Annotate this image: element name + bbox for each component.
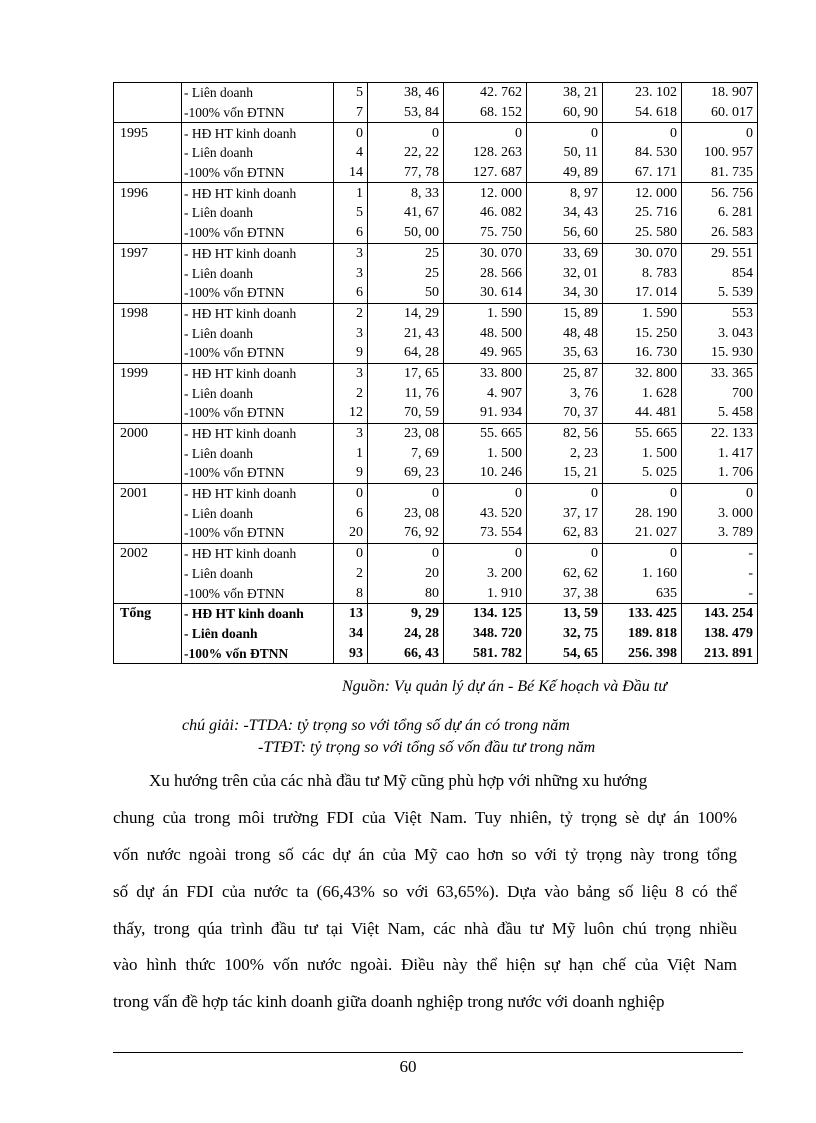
footer-rule <box>113 1052 743 1053</box>
value-cell: 553 <box>682 303 758 323</box>
value-cell: 80 <box>368 583 444 603</box>
investment-form-cell: -100% vốn ĐTNN <box>182 583 334 603</box>
value-cell: 2 <box>334 303 368 323</box>
value-cell: 77, 78 <box>368 163 444 183</box>
investment-form-cell: - HĐ HT kinh doanh <box>182 363 334 383</box>
value-cell: 91. 934 <box>444 403 527 423</box>
year-cell: 2001 <box>114 483 182 503</box>
table-row <box>114 243 758 263</box>
table-row <box>114 583 758 603</box>
year-cell <box>114 443 182 463</box>
value-cell: - <box>682 583 758 603</box>
value-cell: 0 <box>527 543 603 563</box>
value-cell: 28. 190 <box>603 503 682 523</box>
value-cell: 22, 22 <box>368 143 444 163</box>
investment-form-cell: - Liên doanh <box>182 323 334 343</box>
value-cell: 25. 716 <box>603 203 682 223</box>
value-cell: 3 <box>334 243 368 263</box>
paragraph-line: trong vấn đề hợp tác kinh doanh giữa doanh nghiệp trong nước với doanh nghiệp <box>113 992 665 1011</box>
table-row <box>114 463 758 483</box>
investment-form-cell: - Liên doanh <box>182 83 334 103</box>
table-row <box>114 423 758 443</box>
value-cell: 0 <box>368 123 444 143</box>
value-cell: 15. 250 <box>603 323 682 343</box>
value-cell: 33. 800 <box>444 363 527 383</box>
value-cell: 5. 539 <box>682 283 758 303</box>
value-cell: 23, 08 <box>368 423 444 443</box>
value-cell: 25. 580 <box>603 223 682 243</box>
year-cell: 2002 <box>114 543 182 563</box>
value-cell: 1. 500 <box>444 443 527 463</box>
investment-form-cell: - HĐ HT kinh doanh <box>182 603 334 623</box>
value-cell: 60. 017 <box>682 103 758 123</box>
value-cell: 3. 789 <box>682 523 758 543</box>
value-cell: 38, 46 <box>368 83 444 103</box>
value-cell: 0 <box>334 123 368 143</box>
value-cell: 5. 458 <box>682 403 758 423</box>
value-cell: 55. 665 <box>603 423 682 443</box>
value-cell: 0 <box>682 123 758 143</box>
legend-note-ttdt: -TTĐT: tỷ trọng so với tổng số vốn đầu tư trong năm <box>258 739 596 756</box>
value-cell: 28. 566 <box>444 263 527 283</box>
value-cell: 0 <box>603 123 682 143</box>
value-cell: 15, 89 <box>527 303 603 323</box>
value-cell: 0 <box>444 543 527 563</box>
value-cell: 33, 69 <box>527 243 603 263</box>
year-cell: 1999 <box>114 363 182 383</box>
value-cell: 0 <box>603 483 682 503</box>
value-cell: 6. 281 <box>682 203 758 223</box>
value-cell: 7 <box>334 103 368 123</box>
investment-form-cell: -100% vốn ĐTNN <box>182 283 334 303</box>
table-row <box>114 283 758 303</box>
value-cell: 635 <box>603 583 682 603</box>
value-cell: 0 <box>368 483 444 503</box>
year-cell <box>114 583 182 603</box>
value-cell: 56. 756 <box>682 183 758 203</box>
investment-form-cell: - HĐ HT kinh doanh <box>182 303 334 323</box>
value-cell: 49. 965 <box>444 343 527 363</box>
value-cell: 62, 83 <box>527 523 603 543</box>
value-cell: 15. 930 <box>682 343 758 363</box>
table-row <box>114 123 758 143</box>
table-row <box>114 603 758 623</box>
year-cell: 1998 <box>114 303 182 323</box>
value-cell: 73. 554 <box>444 523 527 543</box>
year-cell <box>114 143 182 163</box>
table-row <box>114 203 758 223</box>
legend-note-ttda: chú giải: -TTDA: tỷ trọng so với tổng số dự án có trong năm <box>182 717 570 734</box>
value-cell: 7, 69 <box>368 443 444 463</box>
value-cell: 0 <box>444 483 527 503</box>
year-cell <box>114 223 182 243</box>
value-cell: 0 <box>334 483 368 503</box>
value-cell: 12 <box>334 403 368 423</box>
value-cell: 143. 254 <box>682 603 758 623</box>
value-cell: 30. 070 <box>444 243 527 263</box>
table-row <box>114 263 758 283</box>
value-cell: 700 <box>682 383 758 403</box>
value-cell: 14 <box>334 163 368 183</box>
table-row <box>114 543 758 563</box>
value-cell: 76, 92 <box>368 523 444 543</box>
value-cell: 3 <box>334 323 368 343</box>
value-cell: 8. 783 <box>603 263 682 283</box>
value-cell: 213. 891 <box>682 643 758 663</box>
value-cell: 56, 60 <box>527 223 603 243</box>
value-cell: 6 <box>334 503 368 523</box>
value-cell: 1. 706 <box>682 463 758 483</box>
value-cell: 68. 152 <box>444 103 527 123</box>
value-cell: 0 <box>603 543 682 563</box>
value-cell: 55. 665 <box>444 423 527 443</box>
value-cell: 50, 11 <box>527 143 603 163</box>
value-cell: 93 <box>334 643 368 663</box>
value-cell: 256. 398 <box>603 643 682 663</box>
value-cell: 46. 082 <box>444 203 527 223</box>
value-cell: 81. 735 <box>682 163 758 183</box>
investment-form-cell: - Liên doanh <box>182 143 334 163</box>
year-cell <box>114 323 182 343</box>
value-cell: 4 <box>334 143 368 163</box>
investment-form-cell: - HĐ HT kinh doanh <box>182 543 334 563</box>
year-cell <box>114 103 182 123</box>
value-cell: 0 <box>368 543 444 563</box>
value-cell: 3. 000 <box>682 503 758 523</box>
year-cell <box>114 383 182 403</box>
value-cell: 13 <box>334 603 368 623</box>
value-cell: 24, 28 <box>368 624 444 644</box>
year-cell: Tổng <box>114 603 182 623</box>
value-cell: 4. 907 <box>444 383 527 403</box>
value-cell: 0 <box>527 123 603 143</box>
investment-form-cell: - Liên doanh <box>182 263 334 283</box>
value-cell: 581. 782 <box>444 643 527 663</box>
investment-form-cell: - Liên doanh <box>182 203 334 223</box>
value-cell: 25, 87 <box>527 363 603 383</box>
value-cell: 29. 551 <box>682 243 758 263</box>
value-cell: 50 <box>368 283 444 303</box>
year-cell <box>114 283 182 303</box>
investment-form-cell: - HĐ HT kinh doanh <box>182 423 334 443</box>
value-cell: 1. 910 <box>444 583 527 603</box>
value-cell: 38, 21 <box>527 83 603 103</box>
page-number: 60 <box>399 1057 417 1076</box>
value-cell: 5. 025 <box>603 463 682 483</box>
table-row <box>114 143 758 163</box>
table-source: Nguồn: Vụ quản lý dự án - Bé Kế hoạch và Đầu tư <box>342 678 667 695</box>
paragraph-line: Xu hướng trên của các nhà đầu tư Mỹ cũng phù hợp với những xu hướng <box>149 771 648 790</box>
value-cell: 82, 56 <box>527 423 603 443</box>
value-cell: 64, 28 <box>368 343 444 363</box>
value-cell: 60, 90 <box>527 103 603 123</box>
investment-form-cell: -100% vốn ĐTNN <box>182 643 334 663</box>
value-cell: 35, 63 <box>527 343 603 363</box>
value-cell: 134. 125 <box>444 603 527 623</box>
value-cell: 25 <box>368 243 444 263</box>
value-cell: 84. 530 <box>603 143 682 163</box>
paragraph-line: thấy, trong qúa trình đầu tư tại Việt Nam, các nhà đầu tư Mỹ luôn chú trọng nhiều <box>113 919 737 938</box>
value-cell: 2 <box>334 383 368 403</box>
value-cell: 30. 070 <box>603 243 682 263</box>
value-cell: 34 <box>334 624 368 644</box>
investment-form-cell: -100% vốn ĐTNN <box>182 403 334 423</box>
year-cell <box>114 624 182 644</box>
value-cell: 1. 628 <box>603 383 682 403</box>
table-row <box>114 83 758 103</box>
value-cell: 6 <box>334 223 368 243</box>
table-row <box>114 303 758 323</box>
value-cell: 6 <box>334 283 368 303</box>
value-cell: 42. 762 <box>444 83 527 103</box>
table-row <box>114 383 758 403</box>
value-cell: 17, 65 <box>368 363 444 383</box>
value-cell: 54. 618 <box>603 103 682 123</box>
year-cell <box>114 463 182 483</box>
value-cell: 43. 520 <box>444 503 527 523</box>
value-cell: 33. 365 <box>682 363 758 383</box>
value-cell: 17. 014 <box>603 283 682 303</box>
value-cell: 1 <box>334 443 368 463</box>
value-cell: 1. 417 <box>682 443 758 463</box>
value-cell: 70, 59 <box>368 403 444 423</box>
year-cell <box>114 343 182 363</box>
value-cell: 50, 00 <box>368 223 444 243</box>
table-row <box>114 643 758 663</box>
value-cell: 1. 590 <box>444 303 527 323</box>
table-row <box>114 323 758 343</box>
year-cell <box>114 203 182 223</box>
value-cell: 18. 907 <box>682 83 758 103</box>
investment-form-cell: - Liên doanh <box>182 503 334 523</box>
value-cell: 1. 500 <box>603 443 682 463</box>
value-cell: 9 <box>334 343 368 363</box>
paragraph-line: chung của trong môi trường FDI của Việt Nam. Tuy nhiên, tỷ trọng sè dự án 100% <box>113 808 737 827</box>
value-cell: 37, 38 <box>527 583 603 603</box>
value-cell: - <box>682 543 758 563</box>
value-cell: 26. 583 <box>682 223 758 243</box>
value-cell: 3 <box>334 363 368 383</box>
investment-form-cell: - Liên doanh <box>182 383 334 403</box>
value-cell: 854 <box>682 263 758 283</box>
value-cell: 15, 21 <box>527 463 603 483</box>
table-row <box>114 363 758 383</box>
value-cell: 3, 76 <box>527 383 603 403</box>
investment-form-cell: -100% vốn ĐTNN <box>182 223 334 243</box>
value-cell: 3 <box>334 263 368 283</box>
value-cell: 127. 687 <box>444 163 527 183</box>
table-row <box>114 183 758 203</box>
table-row <box>114 624 758 644</box>
value-cell: 2, 23 <box>527 443 603 463</box>
investment-form-cell: - HĐ HT kinh doanh <box>182 483 334 503</box>
investment-form-cell: -100% vốn ĐTNN <box>182 103 334 123</box>
value-cell: 9 <box>334 463 368 483</box>
year-cell: 1995 <box>114 123 182 143</box>
investment-form-cell: -100% vốn ĐTNN <box>182 463 334 483</box>
value-cell: 8 <box>334 583 368 603</box>
investment-form-cell: - Liên doanh <box>182 624 334 644</box>
year-cell: 1997 <box>114 243 182 263</box>
value-cell: 41, 67 <box>368 203 444 223</box>
year-cell: 1996 <box>114 183 182 203</box>
table-row <box>114 523 758 543</box>
value-cell: 48. 500 <box>444 323 527 343</box>
year-cell <box>114 503 182 523</box>
value-cell: 3 <box>334 423 368 443</box>
value-cell: 32, 01 <box>527 263 603 283</box>
fdi-table <box>113 82 758 664</box>
value-cell: 22. 133 <box>682 423 758 443</box>
value-cell: 12. 000 <box>603 183 682 203</box>
value-cell: 62, 62 <box>527 564 603 584</box>
year-cell <box>114 523 182 543</box>
value-cell: 53, 84 <box>368 103 444 123</box>
value-cell: 34, 30 <box>527 283 603 303</box>
table-row <box>114 503 758 523</box>
value-cell: 1 <box>334 183 368 203</box>
year-cell <box>114 403 182 423</box>
table-row <box>114 223 758 243</box>
value-cell: 69, 23 <box>368 463 444 483</box>
investment-form-cell: -100% vốn ĐTNN <box>182 163 334 183</box>
investment-form-cell: - Liên doanh <box>182 443 334 463</box>
value-cell: 189. 818 <box>603 624 682 644</box>
year-cell <box>114 263 182 283</box>
value-cell: 8, 33 <box>368 183 444 203</box>
value-cell: 5 <box>334 83 368 103</box>
year-cell <box>114 163 182 183</box>
value-cell: 32, 75 <box>527 624 603 644</box>
value-cell: 3. 043 <box>682 323 758 343</box>
value-cell: 70, 37 <box>527 403 603 423</box>
table-row <box>114 403 758 423</box>
value-cell: 0 <box>444 123 527 143</box>
value-cell: 30. 614 <box>444 283 527 303</box>
value-cell: 100. 957 <box>682 143 758 163</box>
value-cell: 3. 200 <box>444 564 527 584</box>
table-row <box>114 443 758 463</box>
value-cell: 13, 59 <box>527 603 603 623</box>
table-row <box>114 483 758 503</box>
value-cell: 32. 800 <box>603 363 682 383</box>
value-cell: 138. 479 <box>682 624 758 644</box>
year-cell: 2000 <box>114 423 182 443</box>
value-cell: 128. 263 <box>444 143 527 163</box>
value-cell: 48, 48 <box>527 323 603 343</box>
paragraph-line: số dự án FDI của nước ta (66,43% so với 63,65%). Dựa vào bảng số liệu 8 có thể <box>113 882 737 901</box>
table-row <box>114 343 758 363</box>
value-cell: 11, 76 <box>368 383 444 403</box>
investment-form-cell: -100% vốn ĐTNN <box>182 343 334 363</box>
value-cell: 25 <box>368 263 444 283</box>
value-cell: 20 <box>368 564 444 584</box>
year-cell <box>114 564 182 584</box>
value-cell: 0 <box>527 483 603 503</box>
table-row <box>114 163 758 183</box>
investment-form-cell: - HĐ HT kinh doanh <box>182 183 334 203</box>
value-cell: 16. 730 <box>603 343 682 363</box>
value-cell: 44. 481 <box>603 403 682 423</box>
value-cell: 20 <box>334 523 368 543</box>
value-cell: 34, 43 <box>527 203 603 223</box>
value-cell: 5 <box>334 203 368 223</box>
value-cell: 10. 246 <box>444 463 527 483</box>
year-cell <box>114 83 182 103</box>
value-cell: 21. 027 <box>603 523 682 543</box>
value-cell: 14, 29 <box>368 303 444 323</box>
paragraph-line: vào hình thức 100% vốn nước ngoài. Điều này thể hiện sự hạn chế của Việt Nam <box>113 955 737 974</box>
value-cell: 0 <box>334 543 368 563</box>
investment-form-cell: - Liên doanh <box>182 564 334 584</box>
value-cell: 23, 08 <box>368 503 444 523</box>
table-row <box>114 103 758 123</box>
table-row <box>114 564 758 584</box>
investment-form-cell: - HĐ HT kinh doanh <box>182 243 334 263</box>
value-cell: - <box>682 564 758 584</box>
value-cell: 9, 29 <box>368 603 444 623</box>
value-cell: 67. 171 <box>603 163 682 183</box>
value-cell: 348. 720 <box>444 624 527 644</box>
value-cell: 37, 17 <box>527 503 603 523</box>
value-cell: 8, 97 <box>527 183 603 203</box>
value-cell: 23. 102 <box>603 83 682 103</box>
value-cell: 1. 590 <box>603 303 682 323</box>
investment-form-cell: -100% vốn ĐTNN <box>182 523 334 543</box>
value-cell: 133. 425 <box>603 603 682 623</box>
value-cell: 49, 89 <box>527 163 603 183</box>
year-cell <box>114 643 182 663</box>
value-cell: 0 <box>682 483 758 503</box>
value-cell: 21, 43 <box>368 323 444 343</box>
paragraph-line: vốn nước ngoài trong số các dự án của Mỹ cao hơn so với tỷ trọng này trong tổng <box>113 845 737 864</box>
value-cell: 66, 43 <box>368 643 444 663</box>
value-cell: 54, 65 <box>527 643 603 663</box>
value-cell: 75. 750 <box>444 223 527 243</box>
value-cell: 1. 160 <box>603 564 682 584</box>
investment-form-cell: - HĐ HT kinh doanh <box>182 123 334 143</box>
value-cell: 12. 000 <box>444 183 527 203</box>
value-cell: 2 <box>334 564 368 584</box>
